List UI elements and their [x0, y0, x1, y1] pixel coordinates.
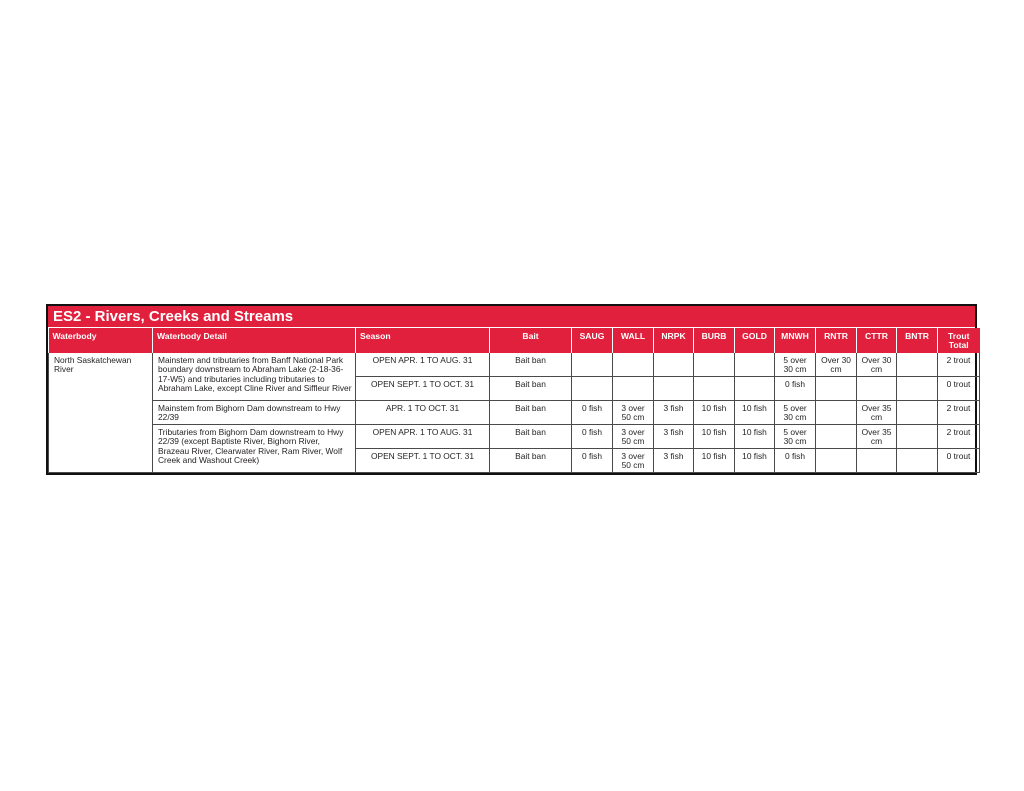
header-mnwh: MNWH [775, 328, 816, 353]
regulations-table [48, 328, 980, 473]
mnwh-cell: 0 fish [775, 377, 816, 401]
table-title: ES2 - Rivers, Creeks and Streams [48, 306, 975, 328]
mnwh-cell: 5 over 30 cm [775, 401, 816, 425]
nrpk-cell: 3 fish [654, 425, 694, 449]
bntr-cell [897, 401, 938, 425]
waterbody-detail-cell: Tributaries from Bighorn Dam downstream to Hwy 22/39 (except Baptiste River, Bighorn River, Brazeau River, Clearwater River, Ram River, Wolf Creek and Washout Creek) [153, 425, 356, 473]
rntr-cell [816, 377, 857, 401]
burb-cell: 10 fish [694, 401, 735, 425]
gold-cell: 10 fish [735, 401, 775, 425]
table-row [49, 353, 980, 377]
saug-cell: 0 fish [572, 401, 613, 425]
mnwh-cell: 0 fish [775, 449, 816, 473]
waterbody-cell: North Saskatchewan River [49, 353, 153, 473]
burb-cell [694, 353, 735, 377]
bait-cell: Bait ban [490, 377, 572, 401]
regulations-table-panel [46, 304, 977, 475]
header-gold: GOLD [735, 328, 775, 353]
header-burb: BURB [694, 328, 735, 353]
gold-cell [735, 377, 775, 401]
header-row [49, 328, 980, 353]
header-cttr: CTTR [857, 328, 897, 353]
wall-cell [613, 353, 654, 377]
cttr-cell: Over 35 cm [857, 401, 897, 425]
gold-cell: 10 fish [735, 449, 775, 473]
cttr-cell [857, 449, 897, 473]
header-nrpk: NRPK [654, 328, 694, 353]
table-row [49, 401, 980, 425]
bntr-cell [897, 425, 938, 449]
header-trout-total-line2: Total [948, 340, 969, 351]
rntr-cell [816, 449, 857, 473]
bait-cell: Bait ban [490, 401, 572, 425]
nrpk-cell [654, 353, 694, 377]
wall-cell: 3 over 50 cm [613, 401, 654, 425]
bntr-cell [897, 353, 938, 377]
bntr-cell [897, 449, 938, 473]
bait-cell: Bait ban [490, 449, 572, 473]
header-bait: Bait [490, 328, 572, 353]
trout-total-cell: 0 trout [938, 377, 980, 401]
burb-cell: 10 fish [694, 425, 735, 449]
wall-cell: 3 over 50 cm [613, 449, 654, 473]
cttr-cell: Over 30 cm [857, 353, 897, 377]
header-rntr: RNTR [816, 328, 857, 353]
saug-cell: 0 fish [572, 425, 613, 449]
burb-cell [694, 377, 735, 401]
wall-cell [613, 377, 654, 401]
header-wall: WALL [613, 328, 654, 353]
trout-total-cell: 2 trout [938, 401, 980, 425]
table-row [49, 425, 980, 449]
season-cell: OPEN APR. 1 TO AUG. 31 [356, 353, 490, 377]
mnwh-cell: 5 over 30 cm [775, 425, 816, 449]
gold-cell: 10 fish [735, 425, 775, 449]
season-cell: APR. 1 TO OCT. 31 [356, 401, 490, 425]
cttr-cell [857, 377, 897, 401]
header-saug: SAUG [572, 328, 613, 353]
header-waterbody-detail: Waterbody Detail [153, 328, 356, 353]
nrpk-cell: 3 fish [654, 449, 694, 473]
waterbody-detail-cell: Mainstem and tributaries from Banff National Park boundary downstream to Abraham Lake (2-18-36-17-W5) and tributaries including tributaries to Abraham Lake, except Cline River and Siffleur River [153, 353, 356, 401]
rntr-cell [816, 425, 857, 449]
nrpk-cell: 3 fish [654, 401, 694, 425]
trout-total-cell: 0 trout [938, 449, 980, 473]
header-waterbody: Waterbody [49, 328, 153, 353]
bntr-cell [897, 377, 938, 401]
cttr-cell: Over 35 cm [857, 425, 897, 449]
saug-cell [572, 353, 613, 377]
header-trout-total-line1: Trout [948, 331, 970, 341]
saug-cell [572, 377, 613, 401]
rntr-cell [816, 401, 857, 425]
rntr-cell: Over 30 cm [816, 353, 857, 377]
mnwh-cell: 5 over 30 cm [775, 353, 816, 377]
season-cell: OPEN APR. 1 TO AUG. 31 [356, 425, 490, 449]
waterbody-detail-cell: Mainstem from Bighorn Dam downstream to Hwy 22/39 [153, 401, 356, 425]
header-season: Season [356, 328, 490, 353]
gold-cell [735, 353, 775, 377]
trout-total-cell: 2 trout [938, 353, 980, 377]
season-cell: OPEN SEPT. 1 TO OCT. 31 [356, 449, 490, 473]
trout-total-cell: 2 trout [938, 425, 980, 449]
bait-cell: Bait ban [490, 353, 572, 377]
burb-cell: 10 fish [694, 449, 735, 473]
bait-cell: Bait ban [490, 425, 572, 449]
header-trout-total [938, 328, 980, 353]
wall-cell: 3 over 50 cm [613, 425, 654, 449]
header-bntr: BNTR [897, 328, 938, 353]
season-cell: OPEN SEPT. 1 TO OCT. 31 [356, 377, 490, 401]
nrpk-cell [654, 377, 694, 401]
saug-cell: 0 fish [572, 449, 613, 473]
